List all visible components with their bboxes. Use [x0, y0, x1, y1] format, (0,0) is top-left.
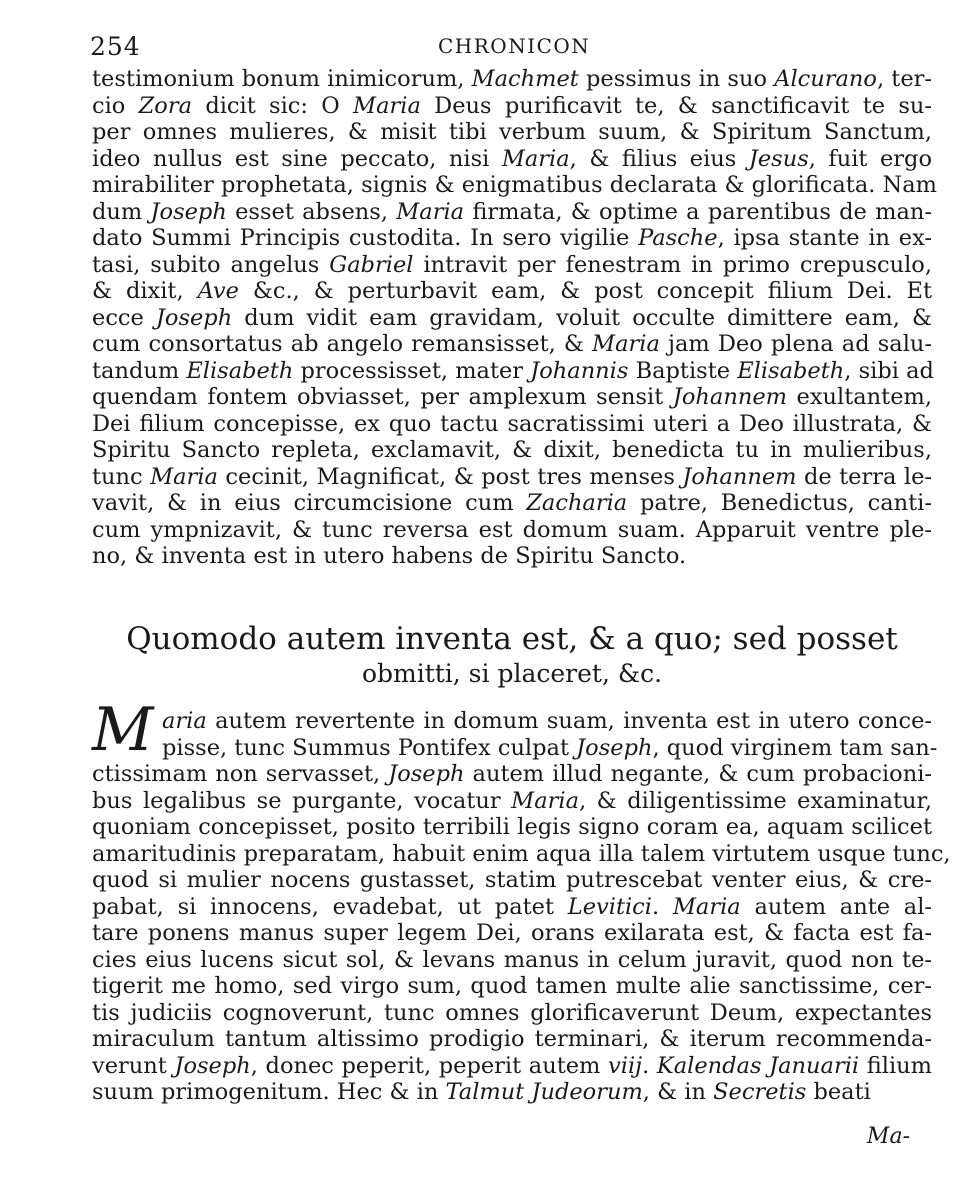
page-number: 254	[90, 32, 141, 61]
text-line: cum consortatus ab angelo remansisset, & Maria jam Deo plena ad salu-	[92, 331, 932, 357]
catchword: Ma-	[866, 1124, 910, 1149]
text-line: mirabiliter prophetata, signis & enigmatibus declarata & glorificata. Nam	[92, 172, 937, 198]
text-line: bus legalibus se purgante, vocatur Maria, & diligentissime examinatur,	[92, 787, 932, 814]
text-line: testimonium bonum inimicorum, Machmet pessimus in suo Alcurano, ter-	[92, 66, 932, 92]
text-line: tunc Maria cecinit, Magnificat, & post tres menses Johannem de terra le-	[92, 463, 933, 490]
text-line: vavit, & in eius circumcisione cum Zacharia patre, Benedictus, canti-	[92, 490, 932, 516]
drop-cap: M	[92, 695, 154, 765]
text-line: tasi, subito angelus Gabriel intravit per fenestram in primo crepusculo,	[92, 251, 932, 278]
text-line: Dei filium concepisse, ex quo tactu sacratissimi uteri a Deo illustrata, &	[92, 410, 932, 437]
section-subtitle: obmitti, si placeret, &c.	[361, 659, 663, 688]
text-line: per omnes mulieres, & misit tibi verbum suum, & Spiritum Sanctum,	[92, 119, 932, 145]
page-header	[90, 28, 930, 68]
text-line: aria autem revertente in domum suam, inventa est in utero conce-	[162, 708, 932, 734]
text-line: suum primogenitum. Hec & in Talmut Judeorum, & in Secretis beati	[92, 1079, 871, 1105]
text-line: cies eius lucens sicut sol, & levans manus in celum juravit, quod non te-	[92, 946, 932, 973]
running-title: CHRONICON	[438, 34, 591, 58]
text-line: quendam fontem obviasset, per amplexum sensit Johannem exultantem,	[92, 384, 932, 410]
text-line: verunt Joseph, donec peperit, peperit autem viij. Kalendas Januarii filium	[92, 1052, 932, 1079]
text-line: miraculum tantum altissimo prodigio terminari, & iterum recommenda-	[92, 1026, 932, 1052]
text-line: cum ympnizavit, & tunc reversa est domum suam. Apparuit ventre ple-	[92, 516, 932, 543]
text-line: & dixit, Ave &c., & perturbavit eam, & post concepit filium Dei. Et	[92, 278, 933, 304]
paragraph-2	[92, 708, 951, 1106]
text-line: ideo nullus est sine peccato, nisi Maria, & filius eius Jesus, fuit ergo	[92, 145, 932, 172]
text-line: quod si mulier nocens gustasset, statim putrescebat venter eius, & cre-	[92, 867, 932, 893]
text-line: pabat, si innocens, evadebat, ut patet Levitici. Maria autem ante al-	[92, 893, 933, 920]
section-heading	[92, 620, 932, 690]
text-line: ctissimam non servasset, Joseph autem illud negante, & cum probacioni-	[92, 761, 933, 787]
text-line: tare ponens manus super legem Dei, orans exilarata est, & facta est fa-	[92, 920, 932, 946]
text-line: dum Joseph esset absens, Maria firmata, & optime a parentibus de man-	[92, 198, 932, 225]
text-line: tis judiciis cognoverunt, tunc omnes glorificaverunt Deum, expectantes	[92, 999, 932, 1026]
text-line: quoniam concepisset, posito terribili legis signo coram ea, aquam scilicet	[92, 814, 932, 840]
text-line: tandum Elisabeth processisset, mater Johannis Baptiste Elisabeth, sibi ad	[92, 357, 934, 384]
paragraph-1	[92, 66, 937, 570]
text-line: no, & inventa est in utero habens de Spiritu Sancto.	[92, 543, 687, 569]
text-line: dato Summi Principis custodita. In sero vigilie Pasche, ipsa stante in ex-	[92, 225, 932, 251]
text-line: Spiritu Sancto repleta, exclamavit, & dixit, benedicta tu in mulieribus,	[92, 437, 932, 463]
text-line: pisse, tunc Summus Pontifex culpat Joseph, quod virginem tam san-	[162, 734, 938, 761]
text-line: amaritudinis preparatam, habuit enim aqua illa talem virtutem usque tunc,	[92, 840, 951, 867]
text-line: cio Zora dicit sic: O Maria Deus purificavit te, & sanctificavit te su-	[92, 92, 933, 119]
section-title: Quomodo autem inventa est, & a quo; sed posset	[126, 621, 898, 657]
text-line: tigerit me homo, sed virgo sum, quod tamen multe alie sanctissime, cer-	[92, 973, 932, 999]
text-line: ecce Joseph dum vidit eam gravidam, voluit occulte dimittere eam, &	[92, 304, 932, 331]
